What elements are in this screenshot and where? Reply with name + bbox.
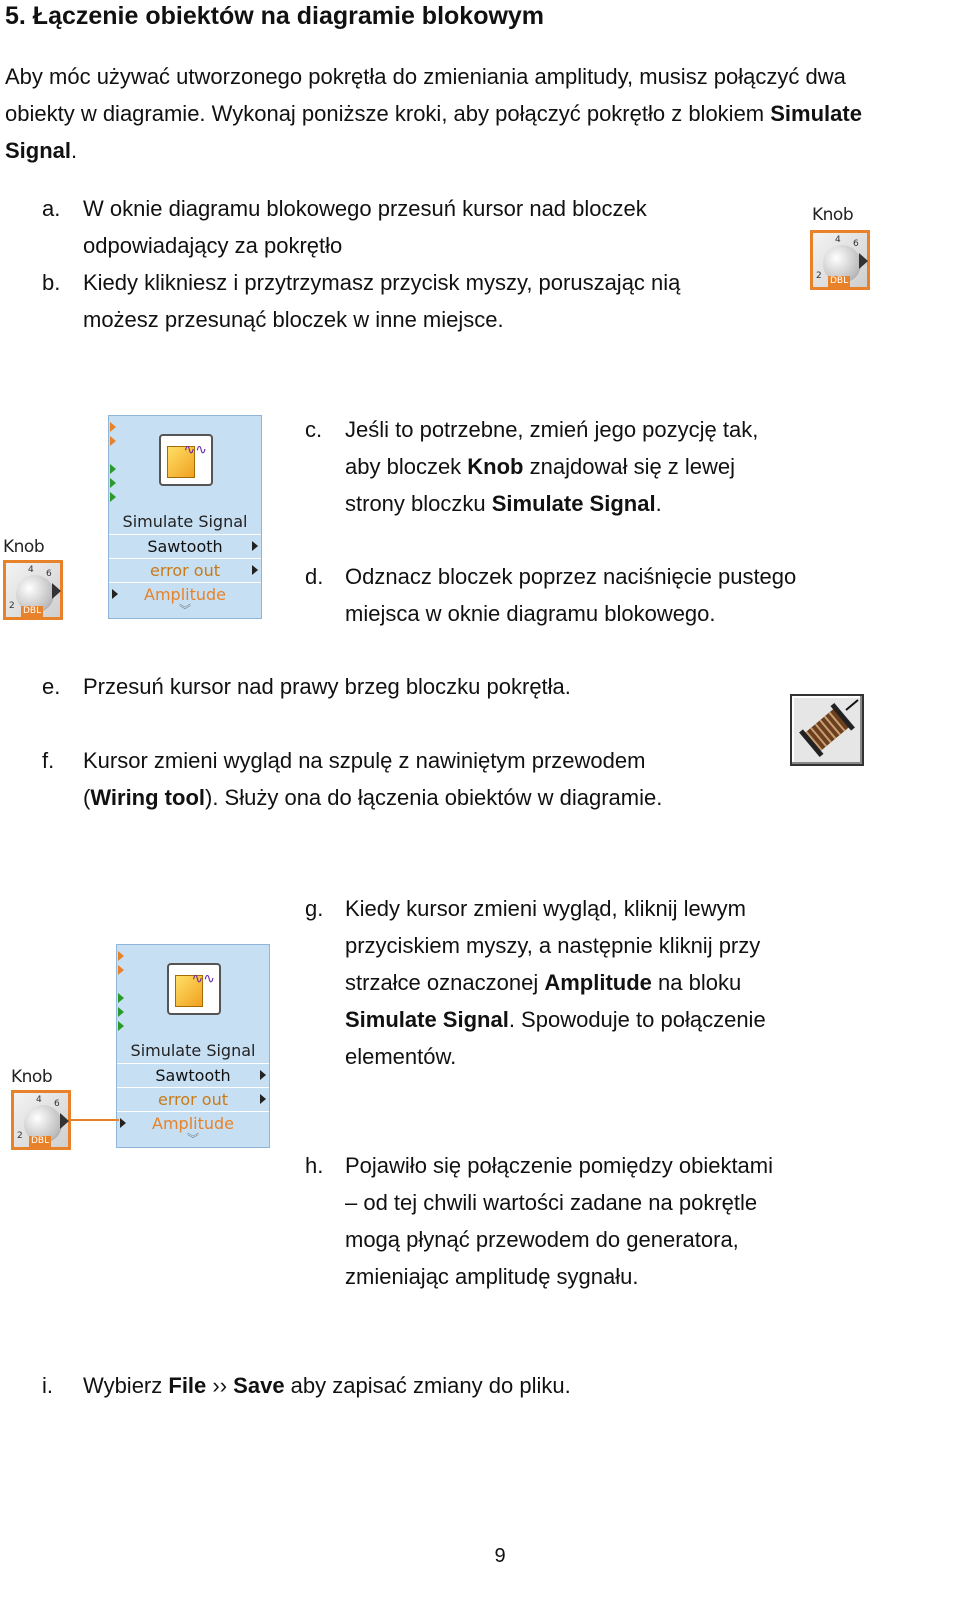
input-terminal-icon[interactable] <box>118 1007 124 1017</box>
simulate-signal-block[interactable] <box>108 415 262 619</box>
input-terminal-icon[interactable] <box>118 1021 124 1031</box>
step-text: aby bloczek Knob znajdował się z lewej <box>345 454 736 479</box>
row-error-out[interactable] <box>117 1087 269 1111</box>
step-text: mogą płynąć przewodem do generatora, <box>345 1227 739 1252</box>
step-text: odpowiadający za pokrętło <box>83 233 343 258</box>
row-label: error out <box>157 1090 229 1109</box>
wave-icon: ∿∿ <box>183 442 207 458</box>
knob-icon[interactable] <box>810 230 870 290</box>
page-number: 9 <box>494 1545 506 1567</box>
knob-icon[interactable] <box>3 560 63 620</box>
step-h <box>305 1147 865 1295</box>
step-f <box>42 742 762 816</box>
knob-tick: 2 <box>816 271 822 281</box>
knob-tick: 2 <box>17 1131 23 1141</box>
output-arrow-icon[interactable] <box>260 1070 266 1080</box>
input-terminal-icon[interactable] <box>110 436 116 446</box>
row-label: error out <box>149 561 221 580</box>
input-terminal-icon[interactable] <box>110 422 116 432</box>
step-text: Simulate Signal. Spowoduje to połączenie <box>345 1007 766 1032</box>
row-sawtooth[interactable] <box>117 1063 269 1087</box>
knob-type-badge: DBL <box>23 606 42 616</box>
block-name: Simulate Signal <box>130 1041 256 1060</box>
output-arrow-icon[interactable] <box>252 541 258 551</box>
step-label: e. <box>42 674 61 699</box>
step-text: przyciskiem myszy, a następnie kliknij przy <box>345 933 761 958</box>
step-label: f. <box>42 748 55 773</box>
step-text: W oknie diagramu blokowego przesuń kursor nad bloczek <box>83 196 647 221</box>
knob-tick: 4 <box>36 1095 42 1105</box>
knob-label: Knob <box>812 205 854 225</box>
knob-type-badge: DBL <box>830 276 849 286</box>
knob-tick: 4 <box>835 235 841 245</box>
knob-output-terminal-icon[interactable] <box>859 253 868 269</box>
knob-label: Knob <box>3 537 45 557</box>
row-label: Amplitude <box>152 1114 234 1133</box>
step-a <box>42 190 762 264</box>
step-g <box>305 890 865 1075</box>
row-label: Amplitude <box>144 585 226 604</box>
step-label: h. <box>305 1153 324 1178</box>
input-arrow-icon[interactable] <box>120 1118 126 1128</box>
row-error-out[interactable] <box>109 558 261 582</box>
knob-icon[interactable] <box>11 1090 71 1150</box>
spool-icon <box>792 696 862 764</box>
step-text: Kiedy klikniesz i przytrzymasz przycisk myszy, poruszając nią <box>83 270 681 295</box>
intro-line-3: Signal. <box>5 138 78 163</box>
expand-chevron-icon[interactable]: ︾ <box>179 603 192 617</box>
step-text: – od tej chwili wartości zadane na pokrętle <box>345 1190 758 1215</box>
step-label: d. <box>305 564 324 589</box>
step-b <box>42 264 762 338</box>
intro-line-2: obiekty w diagramie. Wykonaj poniższe kroki, aby połączyć pokrętło z blokiem Simulate <box>5 101 862 126</box>
output-arrow-icon[interactable] <box>252 565 258 575</box>
simulate-signal-icon <box>159 434 213 486</box>
step-i <box>42 1367 762 1404</box>
step-label: g. <box>305 896 324 921</box>
input-arrow-icon[interactable] <box>112 589 118 599</box>
knob-tick: 6 <box>54 1099 60 1109</box>
step-text: Wybierz File ›› Save aby zapisać zmiany do pliku. <box>83 1373 571 1398</box>
step-text: zmieniając amplitudę sygnału. <box>345 1264 639 1289</box>
input-terminal-icon[interactable] <box>118 951 124 961</box>
connection-wire[interactable] <box>71 1119 119 1121</box>
step-text: Jeśli to potrzebne, zmień jego pozycję tak, <box>345 417 759 442</box>
step-text: elementów. <box>345 1044 457 1069</box>
knob-tick: 6 <box>46 569 52 579</box>
step-text: możesz przesunąć bloczek w inne miejsce. <box>83 307 504 332</box>
step-text: strony bloczku Simulate Signal. <box>345 491 662 516</box>
input-terminal-icon[interactable] <box>118 993 124 1003</box>
step-e <box>42 668 762 705</box>
input-terminal-icon[interactable] <box>110 464 116 474</box>
wiring-tool-icon <box>790 694 864 766</box>
step-label: b. <box>42 270 61 295</box>
input-terminal-icon[interactable] <box>118 965 124 975</box>
step-text: Kiedy kursor zmieni wygląd, kliknij lewym <box>345 896 747 921</box>
intro-line-1: Aby móc używać utworzonego pokrętła do zmieniania amplitudy, musisz połączyć dwa <box>5 64 846 89</box>
knob-output-terminal-icon[interactable] <box>52 583 61 599</box>
step-c <box>305 411 865 522</box>
input-terminal-icon[interactable] <box>110 478 116 488</box>
step-label: c. <box>305 417 323 442</box>
expand-chevron-icon[interactable]: ︾ <box>187 1132 200 1146</box>
knob-type-badge: DBL <box>31 1136 50 1146</box>
step-text: Przesuń kursor nad prawy brzeg bloczku pokrętła. <box>83 674 571 699</box>
wave-icon: ∿∿ <box>191 971 215 987</box>
row-sawtooth[interactable] <box>109 534 261 558</box>
step-text: strzałce oznaczonej Amplitude na bloku <box>345 970 742 995</box>
block-name: Simulate Signal <box>122 512 248 531</box>
knob-tick: 4 <box>28 565 34 575</box>
input-terminal-icon[interactable] <box>110 492 116 502</box>
step-text: Odznacz bloczek poprzez naciśnięcie pustego <box>345 564 797 589</box>
knob-label: Knob <box>11 1067 53 1087</box>
step-text: Kursor zmieni wygląd na szpulę z nawiniętym przewodem <box>83 748 646 773</box>
step-d <box>305 558 865 632</box>
step-text: miejsca w oknie diagramu blokowego. <box>345 601 716 626</box>
simulate-signal-block[interactable] <box>116 944 270 1148</box>
step-label: a. <box>42 196 61 221</box>
knob-tick: 6 <box>853 239 859 249</box>
knob-output-terminal-icon[interactable] <box>60 1113 69 1129</box>
step-text: Pojawiło się połączenie pomiędzy obiektami <box>345 1153 774 1178</box>
step-text: (Wiring tool). Służy ona do łączenia obiektów w diagramie. <box>83 785 663 810</box>
row-label: Sawtooth <box>155 1066 231 1085</box>
simulate-signal-icon <box>167 963 221 1015</box>
output-arrow-icon[interactable] <box>260 1094 266 1104</box>
knob-tick: 2 <box>9 601 15 611</box>
section-title: 5. Łączenie obiektów na diagramie blokowym <box>5 2 545 30</box>
step-label: i. <box>42 1373 53 1398</box>
row-label: Sawtooth <box>147 537 223 556</box>
intro-paragraph <box>5 58 955 169</box>
